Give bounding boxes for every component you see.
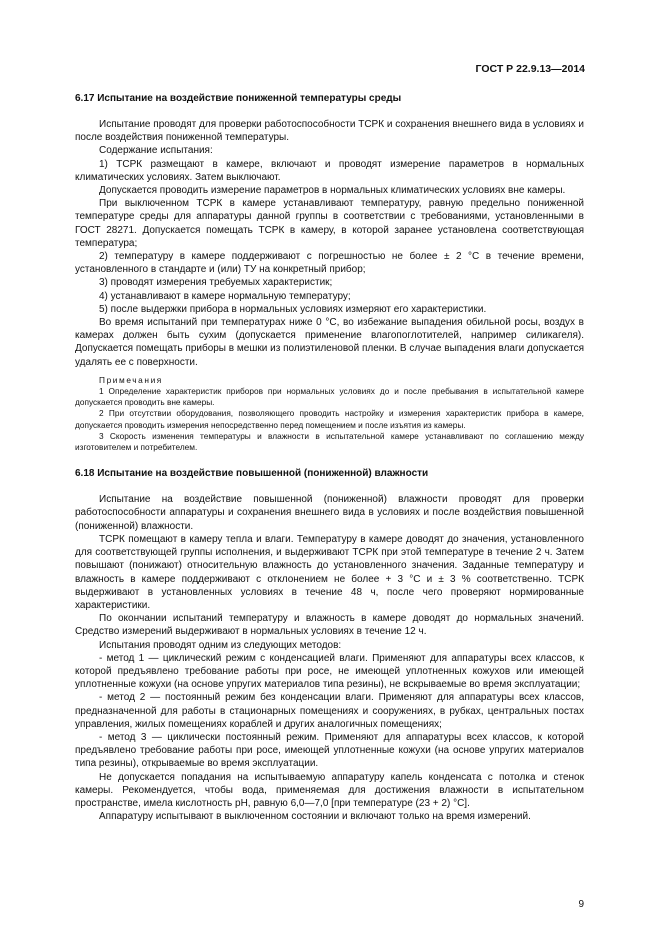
- notes-block: [75, 375, 584, 453]
- notes-title: Примечания: [99, 374, 163, 385]
- paragraph: 2) температуру в камере поддерживают с погрешностью не более ± 2 °С в течение времени, установленного в стандарте и (или) ТУ на конкретный прибор;: [75, 251, 584, 276]
- standard-header: ГОСТ Р 22.9.13—2014: [475, 63, 585, 75]
- paragraph: Испытание на воздействие повышенной (пониженной) влажности проводят для проверки работоспособности аппаратуры и сохранения внешнего вида в условиях и после воздействия повышенной (пониженной) влажности.: [75, 494, 584, 532]
- paragraph: 4) устанавливают в камере нормальную температуру;: [99, 290, 351, 302]
- paragraph: 3) проводят измерения требуемых характеристик;: [99, 277, 333, 289]
- paragraph: Во время испытаний при температурах ниже 0 °С, во избежание выпадения обильной росы, воздух в камерах должен быть сухим (допускается применение влагопоглотителей, например силикагеля). Допускается помещать приборы в мешки из полиэтиленовой пленки. В случае выпадения влаги допускается удалять ее с поверхности.: [75, 317, 584, 368]
- paragraph: Испытание проводят для проверки работоспособности ТСРК и сохранения внешнего вида в условиях и после воздействия пониженной температуры.: [75, 119, 584, 144]
- paragraph: 5) после выдержки прибора в нормальных условиях измеряют его характеристики.: [99, 303, 487, 315]
- note-item: 3 Скорость изменения температуры и влажности в испытательной камере устанавливают по соглашению между изготовителем и потребителем.: [75, 430, 584, 453]
- section-6-17-title: 6.17 Испытание на воздействие пониженной температуры среды: [75, 93, 402, 104]
- page-body: [75, 92, 584, 823]
- paragraph: Испытания проводят одним из следующих методов:: [99, 639, 342, 651]
- paragraph: Содержание испытания:: [99, 145, 213, 157]
- paragraph: Аппаратуру испытывают в выключенном состоянии и включают только на время измерений.: [99, 811, 531, 823]
- paragraph: - метод 3 — циклически постоянный режим. Применяют для аппаратуры всех классов, к которой предъявлено требование работы при росе, имеющей уплотненные кожухи (на основе упругих материалов типа резины), открываемые во время эксплуатации.: [75, 731, 584, 770]
- paragraph: При выключенном ТСРК в камере устанавливают температуру, равную предельно пониженной температуре среды для аппаратуры данной группы в соответствии с требованиями, установленными в ГОСТ 28271. Допускается помещать ТСРК в камеру, в которой заранее установлена соответствующая температура;: [75, 198, 584, 249]
- note-item: 2 При отсутствии оборудования, позволяющего проводить настройку и измерения характеристик прибора в камере, допускается проводить измерения непосредственно перед помещением и после изъятия из камеры.: [75, 408, 584, 430]
- paragraph: Допускается проводить измерение параметров в нормальных климатических условиях вне камеры.: [99, 185, 566, 197]
- page-number: 9: [578, 899, 584, 910]
- paragraph: ТСРК помещают в камеру тепла и влаги. Температуру в камере доводят до значения, установленного для соответствующей группы исполнения, и выдерживают ТСРК при этой температуре в течение 2 ч. Затем повышают (понижают) относительную влажность до установленного значения. Заданные температуру и влажность в камере поддерживают с отклонением не более + 3 °С и ± 3 % соответственно. ТСРК выдерживают в установленных условиях в течение 48 ч, после чего проверяют нормированные характеристики.: [75, 533, 584, 611]
- note-item: 1 Определение характеристик приборов при нормальных условиях до и после пребывания в испытательной камере допускается проводить вне камеры.: [75, 386, 584, 408]
- paragraph: По окончании испытаний температуру и влажность в камере доводят до нормальных значений. Средство измерений выдерживают в нормальных условиях в течение 12 ч.: [75, 613, 584, 638]
- section-6-18-title: 6.18 Испытание на воздействие повышенной (пониженной) влажности: [75, 468, 429, 480]
- paragraph: Не допускается попадания на испытываемую аппаратуру капель конденсата с потолка и стенок камеры. Рекомендуется, чтобы вода, применяемая для достижения влажности в испытательном пространстве, имела кислотность pH, равную 6,0—7,0 [при температуре (23 + 2) °С].: [75, 771, 584, 809]
- paragraph: 1) ТСРК размещают в камере, включают и проводят измерение параметров в нормальных климатических условиях. Затем выключают.: [75, 158, 584, 183]
- paragraph: - метод 1 — циклический режим с конденсацией влаги. Применяют для аппаратуры всех классов, к которой предъявлено требование работы при росе, не имеющей уплотненных кожухов или имеющей уплотненные кожухи (на основе упругих материалов типа резины), не вскрываемые во время эксплуатации;: [75, 652, 584, 691]
- paragraph: - метод 2 — постоянный режим без конденсации влаги. Применяют для аппаратуры всех классов, предназначенной для работы в стационарных помещениях и сооружениях, в рубках, центральных постах управления, жилых помещениях кораблей и других аналогичных помещениях;: [75, 692, 584, 730]
